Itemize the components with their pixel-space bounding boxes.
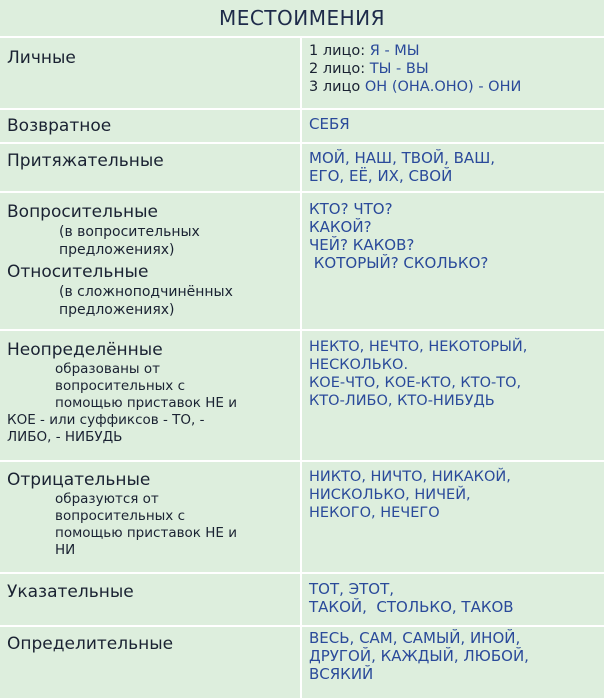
- example-line: КТО-ЛИБО, КТО-НИБУДЬ: [309, 393, 495, 409]
- example-line: КТО? ЧТО?: [309, 200, 393, 218]
- row-demonstrative-examples: [302, 574, 604, 625]
- category-label: Неопределённые: [7, 340, 163, 360]
- note-line: вопросительных с: [55, 378, 186, 394]
- row-indefinite-category: [0, 331, 300, 460]
- example-line: [309, 42, 598, 60]
- example-line: НИСКОЛЬКО, НИЧЕЙ,: [309, 487, 471, 503]
- example-line: [309, 60, 598, 78]
- category-label: Определительные: [7, 634, 174, 654]
- note-line: предложениях): [59, 242, 175, 258]
- category-note: [7, 223, 294, 259]
- row-personal-examples: [302, 38, 604, 108]
- example-line: ДРУГОЙ, КАЖДЫЙ, ЛЮБОЙ,: [309, 647, 529, 665]
- example-line: КАКОЙ?: [309, 218, 372, 236]
- row-determinative-examples: [302, 627, 604, 698]
- note-line: образуются от: [55, 491, 159, 507]
- row-negative-examples: [302, 462, 604, 572]
- example-line: НЕСКОЛЬКО.: [309, 357, 409, 373]
- row-personal-category: [0, 38, 300, 108]
- row-demonstrative-category: [0, 574, 300, 625]
- row-determinative-category: [0, 627, 300, 698]
- note-line: помощью приставок НЕ и: [55, 395, 237, 411]
- table-title: [0, 0, 604, 36]
- example-line: НЕКОГО, НЕЧЕГО: [309, 505, 440, 521]
- example-line: ТАКОЙ, СТОЛЬКО, ТАКОВ: [309, 598, 514, 616]
- note-line: помощью приставок НЕ и: [55, 525, 237, 541]
- table-title-text: МЕСТОИМЕНИЯ: [218, 6, 386, 30]
- note-line: ЛИБО, - НИБУДЬ: [7, 429, 123, 445]
- category-label: Возвратное: [7, 116, 112, 136]
- note-line: (в вопросительных: [59, 224, 200, 240]
- person-label: 3 лицо: [309, 79, 365, 95]
- example-line: КОЕ-ЧТО, КОЕ-КТО, КТО-ТО,: [309, 375, 522, 391]
- person-label: 1 лицо:: [309, 43, 370, 59]
- row-interrogative-category: [0, 193, 300, 329]
- category-note: [7, 491, 294, 559]
- example-line: ЧЕЙ? КАКОВ?: [309, 236, 415, 254]
- category-label: Личные: [7, 48, 76, 68]
- row-interrogative-examples: [302, 193, 604, 329]
- example-line: НИКТО, НИЧТО, НИКАКОЙ,: [309, 469, 511, 485]
- example-value: ТЫ - ВЫ: [369, 61, 429, 77]
- example-line: ВСЯКИЙ: [309, 665, 374, 683]
- row-possessive-examples: [302, 144, 604, 191]
- category-note: [7, 361, 294, 412]
- note-line: предложениях): [59, 302, 175, 318]
- person-label: 2 лицо:: [309, 61, 370, 77]
- example-line: ЕГО, ЕЁ, ИХ, СВОЙ: [309, 167, 453, 185]
- note-line: образованы от: [55, 361, 160, 377]
- category-label: Вопросительные: [7, 202, 159, 222]
- example-line: [309, 78, 598, 96]
- example-line: КОТОРЫЙ? СКОЛЬКО?: [309, 254, 489, 272]
- note-line: вопросительных с: [55, 508, 186, 524]
- note-line: НИ: [55, 542, 76, 558]
- example-line: НЕКТО, НЕЧТО, НЕКОТОРЫЙ,: [309, 339, 528, 355]
- example-line: МОЙ, НАШ, ТВОЙ, ВАШ,: [309, 149, 495, 167]
- example-value: ОН (ОНА.ОНО) - ОНИ: [364, 79, 522, 95]
- example-line: ВЕСЬ, САМ, САМЫЙ, ИНОЙ,: [309, 629, 521, 647]
- category-note: [7, 412, 294, 446]
- row-indefinite-examples: [302, 331, 604, 460]
- category-label: Относительные: [7, 262, 149, 282]
- example-line: ТОТ, ЭТОТ,: [309, 580, 395, 598]
- category-label: Указательные: [7, 582, 134, 602]
- example-value: Я - МЫ: [369, 43, 420, 59]
- note-line: (в сложноподчинённых: [59, 284, 233, 300]
- note-line: КОЕ - или суффиксов - ТО, -: [7, 412, 205, 428]
- category-label: Отрицательные: [7, 470, 151, 490]
- category-note: [7, 283, 294, 319]
- example-line: СЕБЯ: [309, 115, 350, 133]
- row-reflexive-category: [0, 110, 300, 142]
- row-possessive-category: [0, 144, 300, 191]
- row-negative-category: [0, 462, 300, 572]
- row-reflexive-examples: [302, 110, 604, 142]
- category-label: Притяжательные: [7, 151, 164, 171]
